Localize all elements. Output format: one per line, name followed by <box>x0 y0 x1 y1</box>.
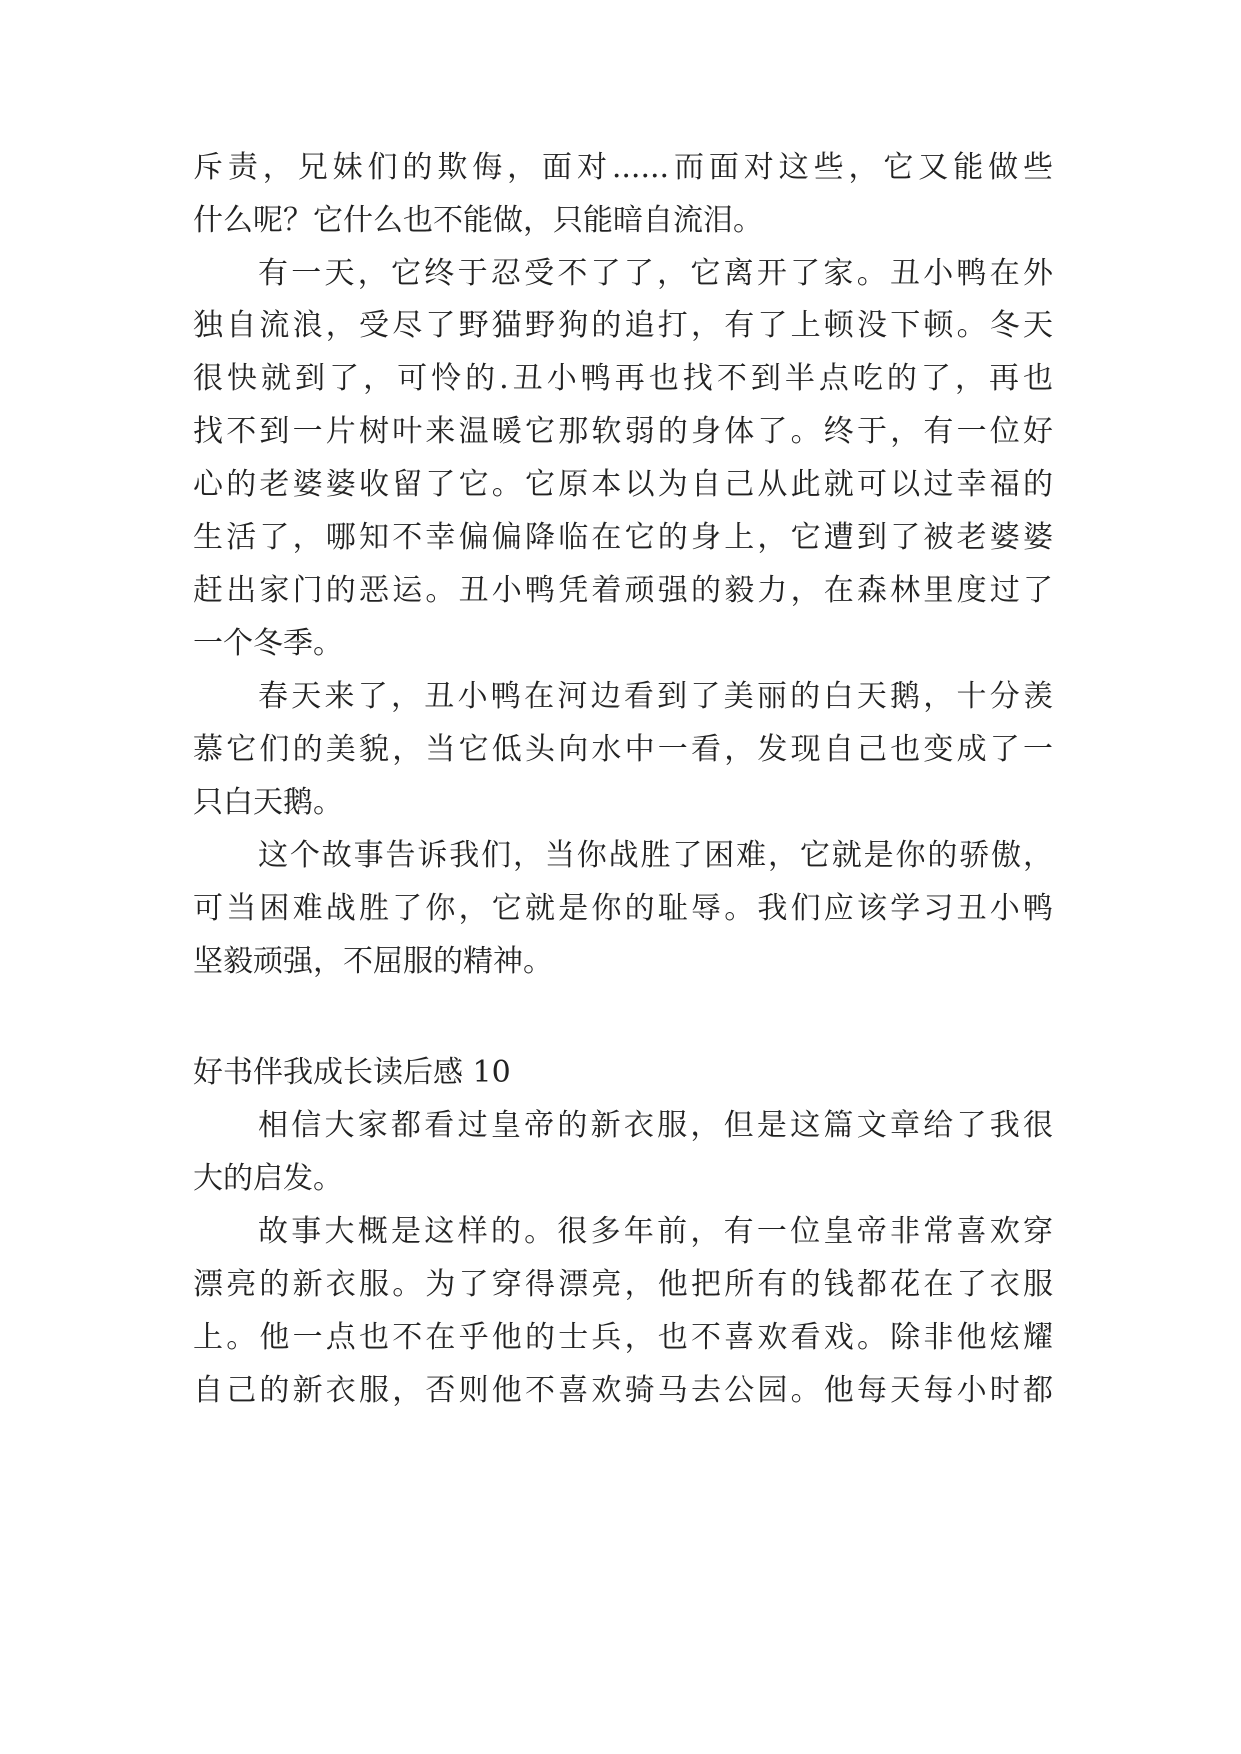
text-line: 坚毅顽强，不屈服的精神。 <box>193 944 553 979</box>
text-line: 只白天鹅。 <box>193 785 343 820</box>
text-line: 找不到一片树叶来温暖它那软弱的身体了。终于，有一位好 <box>193 414 1053 449</box>
section-heading: 好书伴我成长读后感 10 <box>193 1055 511 1090</box>
text-line: 什么呢？它什么也不能做，只能暗自流泪。 <box>193 203 763 238</box>
text-line: 一个冬季。 <box>193 626 343 661</box>
text-line: 很快就到了，可怜的.丑小鸭再也找不到半点吃的了，再也 <box>193 361 1053 396</box>
text-line: 斥责，兄妹们的欺侮，面对......而面对这些，它又能做些 <box>193 150 1053 185</box>
text-line: 可当困难战胜了你，它就是你的耻辱。我们应该学习丑小鸭 <box>193 891 1053 926</box>
text-line: 故事大概是这样的。很多年前，有一位皇帝非常喜欢穿 <box>258 1214 1053 1249</box>
text-line: 这个故事告诉我们，当你战胜了困难，它就是你的骄傲， <box>258 838 1053 873</box>
text-line: 上。他一点也不在乎他的士兵，也不喜欢看戏。除非他炫耀 <box>193 1320 1053 1355</box>
text-line: 相信大家都看过皇帝的新衣服，但是这篇文章给了我很 <box>258 1108 1053 1143</box>
text-line: 心的老婆婆收留了它。它原本以为自己从此就可以过幸福的 <box>193 467 1053 502</box>
text-line: 慕它们的美貌，当它低头向水中一看，发现自己也变成了一 <box>193 732 1053 767</box>
text-line: 大的启发。 <box>193 1161 343 1196</box>
text-line: 有一天，它终于忍受不了了，它离开了家。丑小鸭在外 <box>258 256 1053 291</box>
text-line: 自己的新衣服，否则他不喜欢骑马去公园。他每天每小时都 <box>193 1373 1053 1408</box>
text-line: 赶出家门的恶运。丑小鸭凭着顽强的毅力，在森林里度过了 <box>193 573 1053 608</box>
text-line: 漂亮的新衣服。为了穿得漂亮，他把所有的钱都花在了衣服 <box>193 1267 1053 1302</box>
text-line: 生活了，哪知不幸偏偏降临在它的身上，它遭到了被老婆婆 <box>193 520 1053 555</box>
text-line: 独自流浪，受尽了野猫野狗的追打，有了上顿没下顿。冬天 <box>193 308 1053 343</box>
text-line: 春天来了，丑小鸭在河边看到了美丽的白天鹅，十分羡 <box>258 679 1053 714</box>
